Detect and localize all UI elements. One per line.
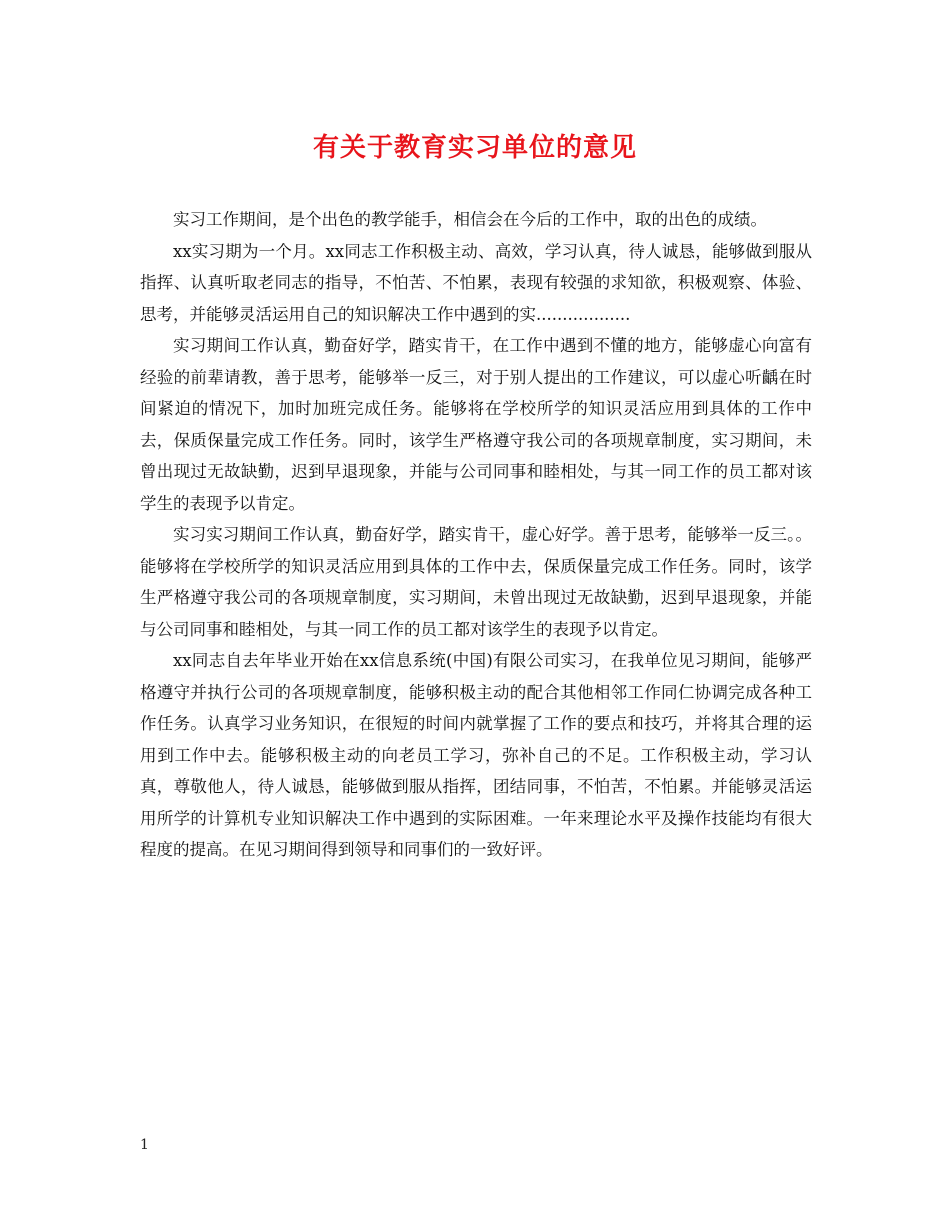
page-title: 有关于教育实习单位的意见 — [312, 133, 637, 163]
document-body — [140, 204, 812, 866]
paragraph: xx实习期为一个月。xx同志工作积极主动、高效，学习认真，待人诚恳，能够做到服从指挥、认真听取老同志的指导，不怕苦、不怕累，表现有较强的求知欲，积极观察、体验、思考，并能够灵活运用自己的知识解决工作中遇到的实.................. — [140, 241, 812, 324]
page-number: 1 — [140, 1137, 149, 1153]
paragraph: 实习期间工作认真，勤奋好学，踏实肯干，在工作中遇到不懂的地方，能够虚心向富有经验的前辈请教，善于思考，能够举一反三，对于别人提出的工作建议，可以虚心听齲在时间紧迫的情况下，加时加班完成任务。能够将在学校所学的知识灵活应用到具体的工作中去，保质保量完成工作任务。同时，该学生严格遵守我公司的各项规章制度，实习期间，未曾出现过无故缺勤，迟到早退现象，并能与公司同事和睦相处，与其一同工作的员工都对该学生的表现予以肯定。 — [140, 336, 812, 513]
paragraph: 实习实习期间工作认真，勤奋好学，踏实肯干，虚心好学。善于思考，能够举一反三。。能够将在学校所学的知识灵活应用到具体的工作中去，保质保量完成工作任务。同时，该学生严格遵守我公司的各项规章制度，实习期间，未曾出现过无故缺勤，迟到早退现象，并能与公司同事和睦相处，与其一同工作的员工都对该学生的表现予以肯定。 — [140, 525, 812, 639]
paragraph: xx同志自去年毕业开始在xx信息系统(中国)有限公司实习，在我单位见习期间，能够严格遵守并执行公司的各项规章制度，能够积极主动的配合其他相邻工作同仁协调完成各种工作任务。认真学习业务知识，在很短的时间内就掌握了工作的要点和技巧，并将其合理的运用到工作中去。能够积极主动的向老员工学习，弥补自己的不足。工作积极主动，学习认真，尊敬他人，待人诚恳，能够做到服从指挥，团结同事，不怕苦，不怕累。并能够灵活运用所学的计算机专业知识解决工作中遇到的实际困难。一年来理论水平及操作技能均有很大程度的提高。在见习期间得到领导和同事们的一致好评。 — [140, 651, 812, 859]
paragraph: 实习工作期间，是个出色的教学能手，相信会在今后的工作中，取的出色的成绩。 — [173, 210, 767, 229]
